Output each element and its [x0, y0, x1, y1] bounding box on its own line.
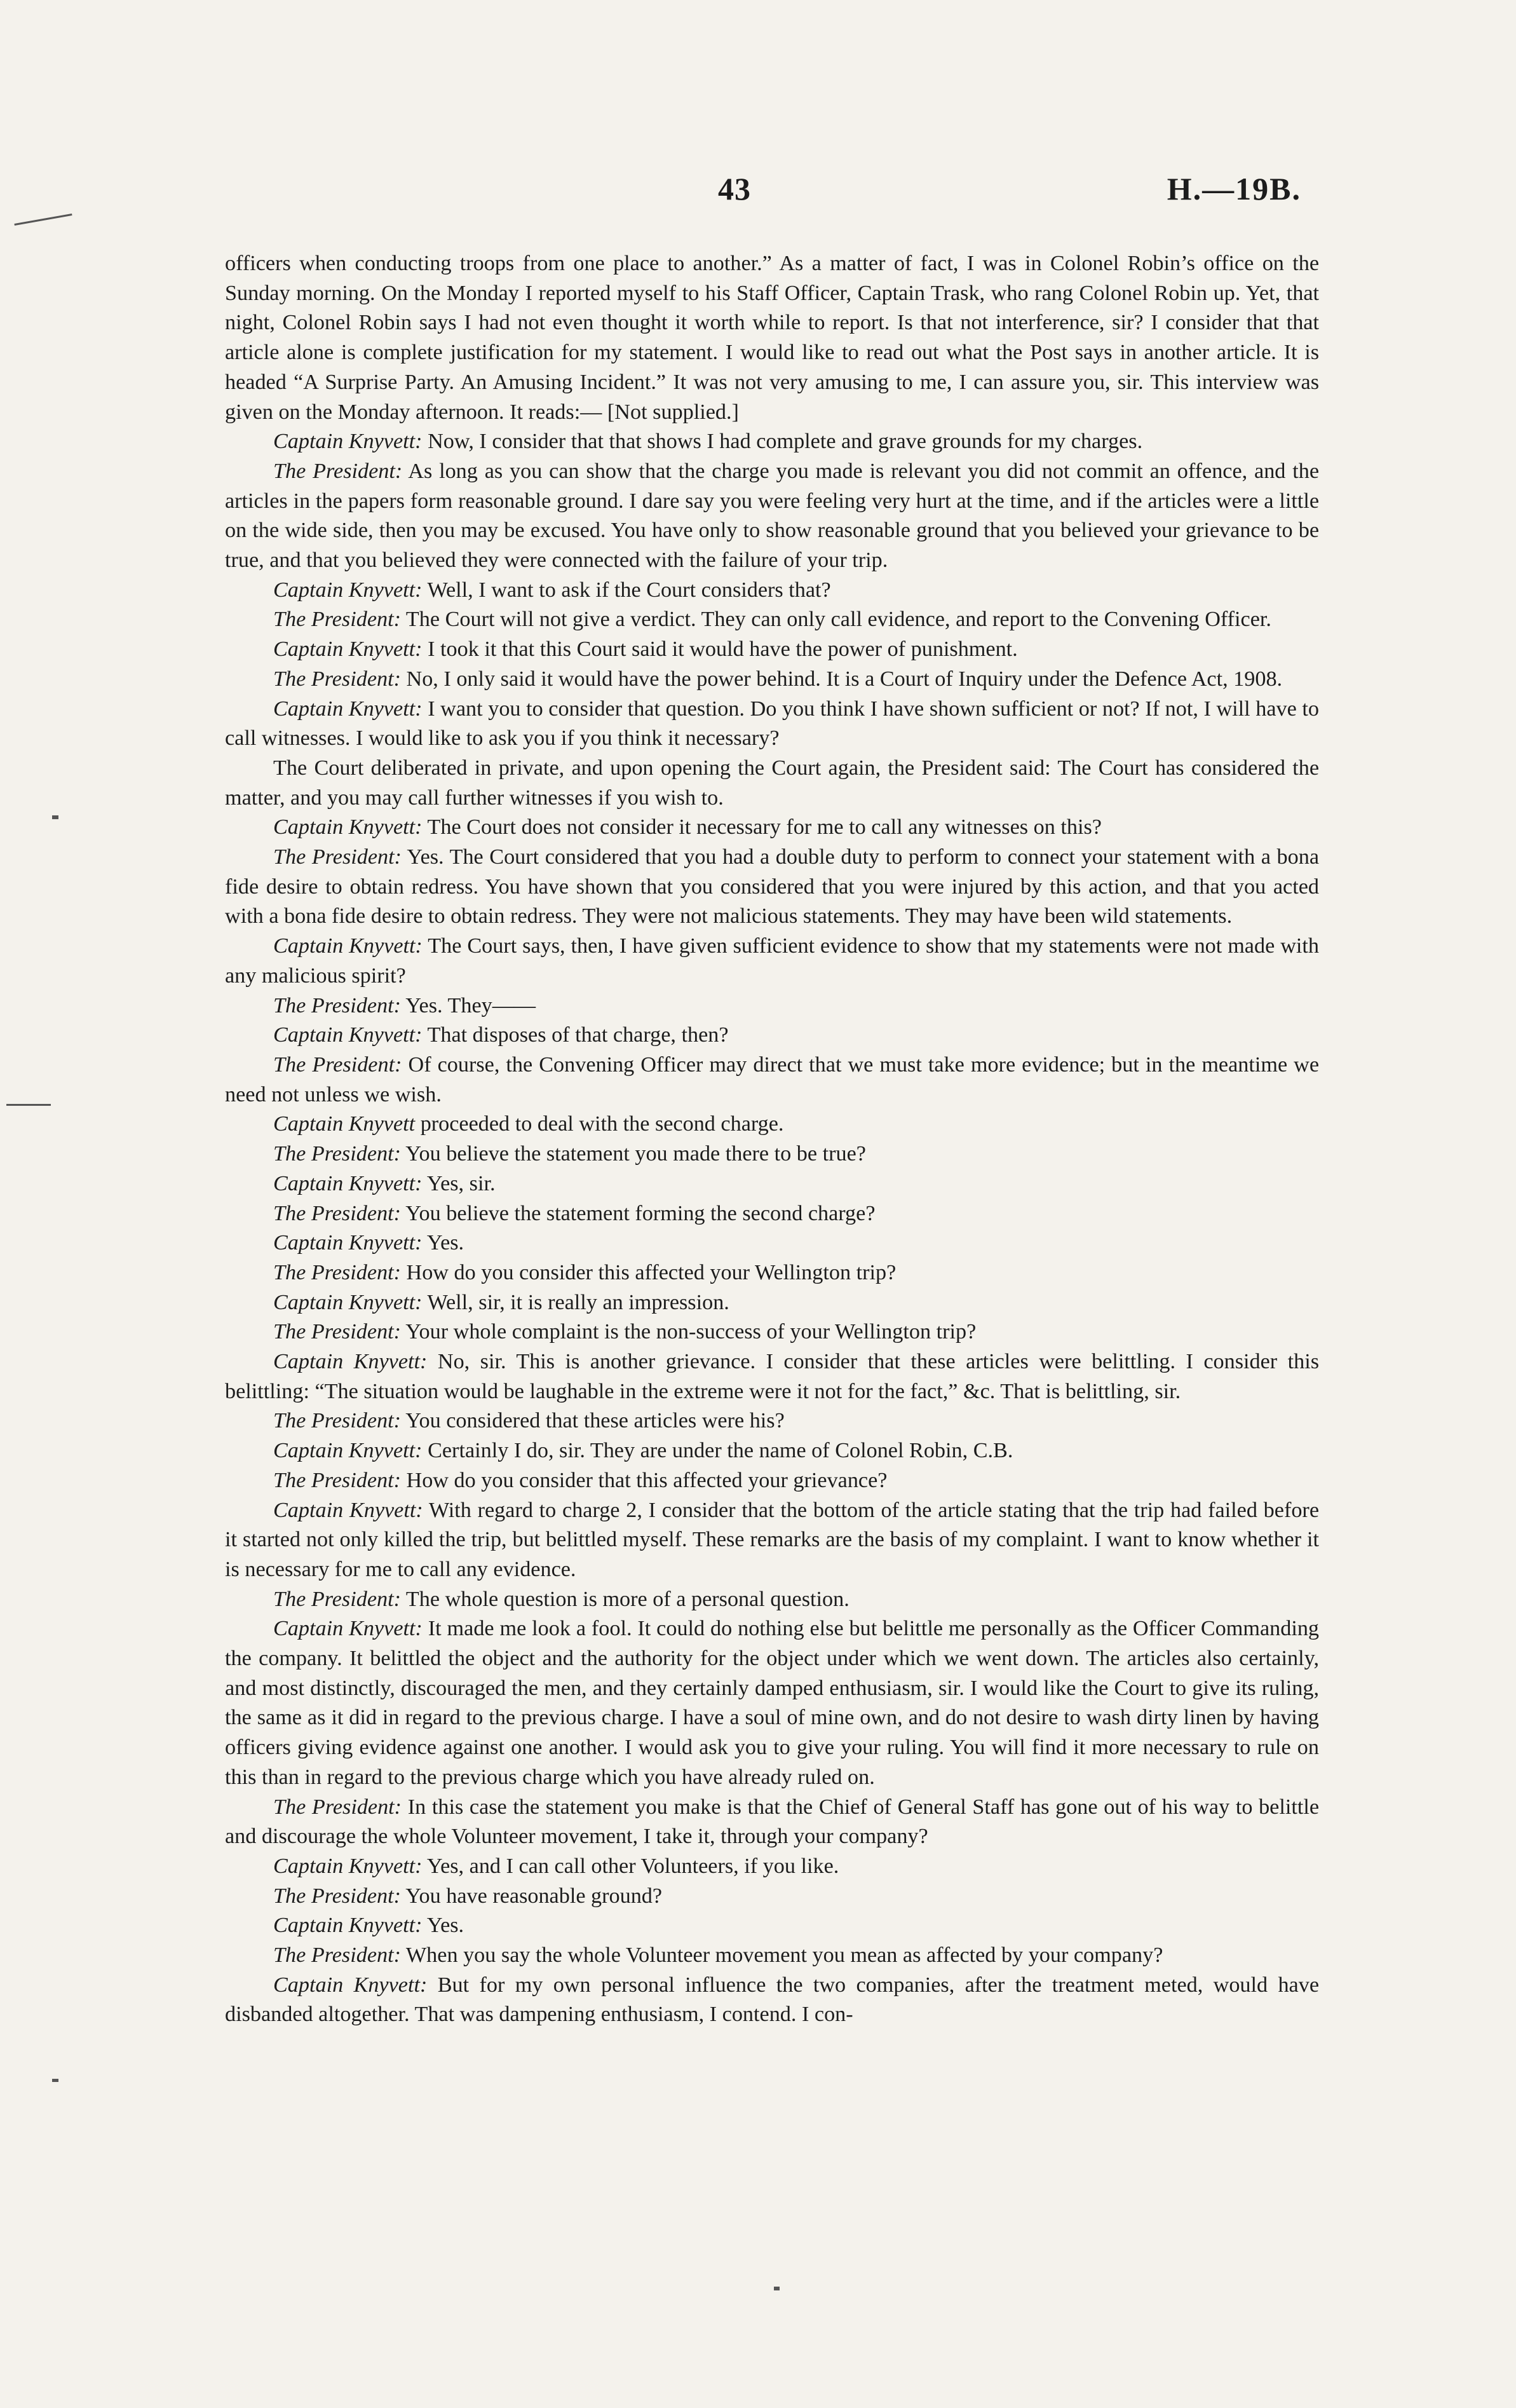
paragraph-text: The Court will not give a verdict. They can only call evidence, and report to the Convening Officer.: [405, 608, 1271, 632]
paragraph: [225, 1228, 1319, 1258]
page-number: 43: [718, 171, 751, 207]
paragraph: [225, 1347, 1319, 1406]
paragraph: [225, 249, 1319, 427]
paragraph: [225, 1496, 1319, 1585]
paragraph-text: The Court does not consider it necessary for me to call any witnesses on this?: [427, 815, 1102, 840]
paragraph-text: Yes. The Court considered that you had a double duty to perform to connect your statement with a bona fide desire to obtain redress. You have shown that you considered that you were injured by this action, and that you acted with a bona fide desire to obtain redress. They were not malicious statements. They may have been wild statements.: [225, 845, 1320, 929]
speaker-label: Captain Knyvett:: [273, 1350, 428, 1374]
paragraph: [225, 635, 1319, 665]
speaker-label: Captain Knyvett:: [273, 934, 423, 958]
margin-mark: [52, 2079, 58, 2082]
speaker-label: The President:: [273, 667, 401, 691]
speaker-label: The President:: [273, 845, 402, 869]
speaker-label: Captain Knyvett: [273, 1112, 416, 1136]
paragraph: [225, 1436, 1319, 1466]
speaker-label: Captain Knyvett:: [273, 815, 423, 840]
margin-mark: [14, 214, 72, 226]
paragraph: [225, 991, 1319, 1021]
margin-mark: [52, 815, 58, 819]
speaker-label: The President:: [273, 1795, 402, 1819]
paragraph: [225, 1406, 1319, 1436]
speaker-label: The President:: [273, 459, 403, 483]
paragraph-text: Yes, and I can call other Volunteers, if you like.: [426, 1854, 839, 1878]
paragraph-text: Certainly I do, sir. They are under the name of Colonel Robin, C.B.: [428, 1439, 1013, 1463]
speaker-label: The President:: [273, 1260, 401, 1284]
speaker-label: The President:: [273, 1052, 402, 1077]
paragraph: [225, 427, 1319, 457]
speaker-label: Captain Knyvett:: [273, 697, 423, 721]
speaker-label: The President:: [273, 1409, 401, 1433]
paragraph: [225, 1139, 1319, 1169]
paragraph-text: Yes.: [426, 1231, 464, 1255]
speaker-label: The President:: [273, 1142, 401, 1166]
paragraph: [225, 813, 1319, 843]
paragraph-text: I want you to consider that question. Do you think I have shown sufficient or not? If not, I will have to call witnesses. I would like to ask you if you think it necessary?: [225, 697, 1319, 751]
paragraph-text: You have reasonable ground?: [405, 1884, 663, 1908]
paragraph-text: Yes.: [426, 1914, 464, 1938]
paragraph: [225, 1793, 1319, 1852]
paragraph-text: As long as you can show that the charge you made is relevant you did not commit an offence, and the articles in the papers form reasonable ground. I dare say you were feeling very hurt at the time, and if the articles were a little on the wide side, then you may be excused. You have only to show reasonable ground that you believed your grievance to be true, and that you believed they were connected with the failure of your trip.: [225, 459, 1320, 573]
paragraph: [225, 1258, 1319, 1288]
paragraph-text: It made me look a fool. It could do nothing else but belittle me personally as the Officer Commanding the company. It belittled the object and the authority for the object under which we went down. The articles also certainly, and most distinctly, discouraged the men, and they certainly damped enthusiasm, sir. I would like the Court to give its ruling, the same as it did in regard to the previous charge. I have a soul of mine own, and do not desire to wash dirty linen by having officers giving evidence against one another. I would ask you to give your ruling. You will find it more necessary to rule on this than in regard to the previous charge which you have already ruled on.: [225, 1617, 1320, 1789]
speaker-label: The President:: [273, 1884, 401, 1908]
paragraph: [225, 1021, 1319, 1051]
speaker-label: The President:: [273, 1587, 401, 1611]
paragraph-text: officers when conducting troops from one place to another.” As a matter of fact, I was in Colonel Robin’s office on the Sunday morning. On the Monday I reported myself to his Staff Officer, Captain Trask, who rang Colonel Robin up. Yet, that night, Colonel Robin says I had not even thought it worth while to report. Is that not interference, sir? I consider that that article alone is complete justification for my statement. I would like to read out what the Post says in another article. It is headed “A Surprise Party. An Amusing Incident.” It was not very amusing to me, I can assure you, sir. This interview was given on the Monday afternoon. It reads:— [Not supplied.]: [225, 252, 1319, 424]
paragraph: [225, 1585, 1319, 1615]
paragraph: [225, 665, 1319, 695]
paragraph: [225, 754, 1319, 813]
paragraph: [225, 457, 1319, 576]
speaker-label: Captain Knyvett:: [273, 1023, 423, 1047]
paragraph-text: Now, I consider that that shows I had complete and grave grounds for my charges.: [428, 430, 1143, 454]
paragraph-text: You believe the statement forming the second charge?: [405, 1201, 876, 1225]
paragraph: [225, 1466, 1319, 1496]
speaker-label: Captain Knyvett:: [273, 1914, 423, 1938]
paragraph: [225, 932, 1319, 991]
speaker-label: Captain Knyvett:: [273, 1973, 428, 1997]
paragraph: [225, 1971, 1319, 2030]
paragraph-text: The Court says, then, I have given sufficient evidence to show that my statements were not made with any malicious spirit?: [225, 934, 1319, 988]
speaker-label: The President:: [273, 1943, 401, 1968]
speaker-label: The President:: [273, 1201, 401, 1225]
speaker-label: Captain Knyvett:: [273, 578, 423, 602]
paragraph-text: When you say the whole Volunteer movement you mean as affected by your company?: [405, 1943, 1163, 1968]
speaker-label: The President:: [273, 1320, 401, 1344]
paragraph: [225, 605, 1319, 635]
speaker-label: The President:: [273, 608, 401, 632]
paragraph: [225, 1852, 1319, 1882]
paragraph: [225, 1317, 1319, 1347]
speaker-label: Captain Knyvett:: [273, 1617, 423, 1641]
paragraph: [225, 1199, 1319, 1229]
document-reference: H.—19B.: [1167, 171, 1301, 207]
paragraph-text: Of course, the Convening Officer may direct that we must take more evidence; but in the meantime we need not unless we wish.: [225, 1052, 1320, 1106]
paragraph: [225, 576, 1319, 606]
margin-mark: [774, 2287, 780, 2290]
speaker-label: Captain Knyvett:: [273, 637, 423, 662]
paragraph-text: proceeded to deal with the second charge.: [420, 1112, 784, 1136]
paragraph-text: Well, I want to ask if the Court considers that?: [427, 578, 831, 602]
speaker-label: Captain Knyvett:: [273, 1290, 423, 1314]
speaker-label: The President:: [273, 993, 401, 1017]
paragraph-text: The whole question is more of a personal question.: [405, 1587, 849, 1611]
paragraph-text: That disposes of that charge, then?: [427, 1023, 729, 1047]
paragraph-text: You believe the statement you made there to be true?: [405, 1142, 866, 1166]
paragraph: [225, 843, 1319, 932]
paragraph-text: Yes. They——: [405, 993, 536, 1017]
paragraph-text: The Court deliberated in private, and upon opening the Court again, the President said: The Court has considered the matter, and you may call further witnesses if you wish to.: [225, 756, 1319, 810]
paragraph: [225, 1614, 1319, 1792]
paragraph-text: No, I only said it would have the power behind. It is a Court of Inquiry under the Defence Act, 1908.: [406, 667, 1283, 691]
paragraph: [225, 1051, 1319, 1110]
paragraph-text: No, sir. This is another grievance. I consider that these articles were belittling. I consider this belittling: “The situation would be laughable in the extreme were it not for the fact,” &c. That is belittling, sir.: [225, 1350, 1319, 1403]
paragraph-text: How do you consider this affected your Wellington trip?: [406, 1260, 897, 1284]
paragraph: [225, 1110, 1319, 1139]
speaker-label: Captain Knyvett:: [273, 1231, 423, 1255]
paragraph-text: But for my own personal influence the two companies, after the treatment meted, would have disbanded altogether. That was dampening enthusiasm, I contend. I con-: [225, 1973, 1320, 2027]
paragraph: [225, 1911, 1319, 1941]
paragraph-text: Your whole complaint is the non-success of your Wellington trip?: [405, 1320, 977, 1344]
speaker-label: Captain Knyvett:: [273, 430, 423, 454]
paragraph: [225, 1941, 1319, 1971]
paragraph-text: How do you consider that this affected your grievance?: [406, 1468, 888, 1492]
paragraph: [225, 1169, 1319, 1199]
paragraph: [225, 1882, 1319, 1912]
speaker-label: Captain Knyvett:: [273, 1439, 423, 1463]
speaker-label: The President:: [273, 1468, 401, 1492]
paragraph-text: I took it that this Court said it would have the power of punishment.: [428, 637, 1018, 662]
speaker-label: Captain Knyvett:: [273, 1171, 423, 1195]
paragraph-text: Well, sir, it is really an impression.: [427, 1290, 729, 1314]
paragraph-text: You considered that these articles were his?: [405, 1409, 785, 1433]
paragraph: [225, 1288, 1319, 1318]
margin-mark: [6, 1104, 51, 1106]
paragraph: [225, 695, 1319, 754]
paragraph-text: In this case the statement you make is that the Chief of General Staff has gone out of his way to belittle and discourage the whole Volunteer movement, I take it, through your company?: [225, 1795, 1320, 1849]
paragraph-text: With regard to charge 2, I consider that the bottom of the article stating that the trip had failed before it started not only killed the trip, but belittled myself. These remarks are the basis of my complaint. I want to know whether it is necessary for me to call any evidence.: [225, 1498, 1319, 1581]
body-text: [225, 249, 1319, 2030]
speaker-label: Captain Knyvett:: [273, 1854, 423, 1878]
paragraph-text: Yes, sir.: [426, 1171, 496, 1195]
speaker-label: Captain Knyvett:: [273, 1498, 423, 1522]
